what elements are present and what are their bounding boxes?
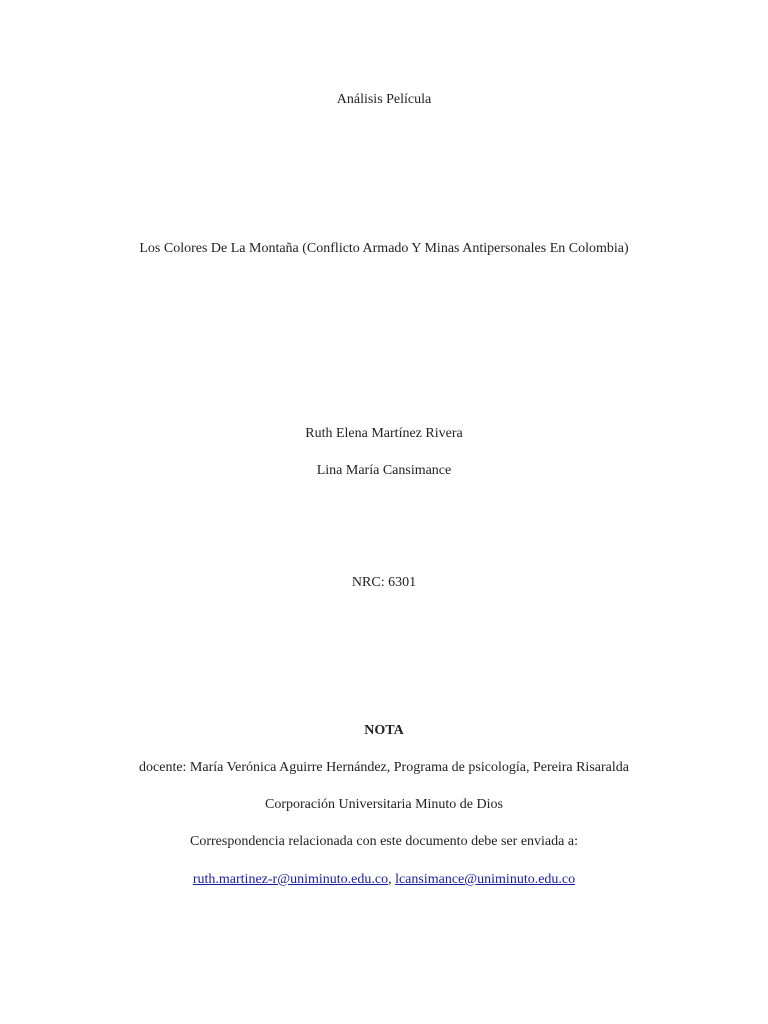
- document-subtitle: Los Colores De La Montaña (Conflicto Armado Y Minas Antipersonales En Colombia): [139, 241, 629, 256]
- email-link[interactable]: ruth.martinez-r@uniminuto.edu.co: [192, 872, 389, 887]
- email-links: [0, 871, 768, 889]
- note-heading: NOTA: [364, 723, 404, 738]
- email-separator: ,: [388, 872, 396, 887]
- note-correspondence-line: Correspondencia relacionada con este documento debe ser enviada a:: [190, 834, 578, 849]
- note-institution-line: Corporación Universitaria Minuto de Dios: [265, 797, 503, 812]
- email-link[interactable]: lcansimance@uniminuto.edu.co: [395, 872, 576, 887]
- author-name: Lina María Cansimance: [316, 463, 452, 478]
- note-instructor-line: docente: María Verónica Aguirre Hernández, Programa de psicología, Pereira Risaralda: [139, 760, 629, 775]
- author-name: Ruth Elena Martínez Rivera: [305, 426, 463, 441]
- nrc-code: NRC: 6301: [351, 575, 417, 590]
- document-heading: Análisis Película: [336, 92, 432, 107]
